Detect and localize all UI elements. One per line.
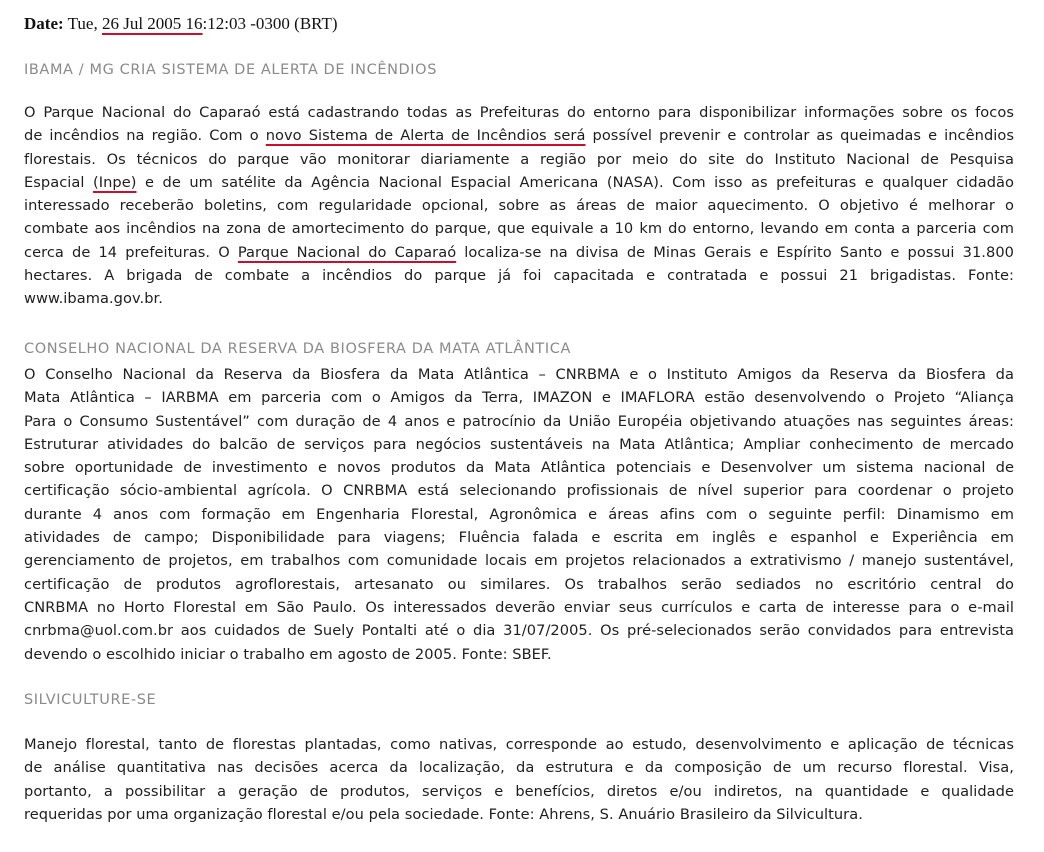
underlined-phrase: Parque Nacional do Caparaó [237, 243, 457, 261]
section1-line: cerca de 14 prefeituras. O Parque Nacional do Caparaó localiza-se na divisa de Minas Gerais e Espírito Santo e possui 31.800 [24, 243, 1014, 261]
section2-line: sobre oportunidade de investimento e novos produtos da Mata Atlântica potenciais e Desenvolver um sistema nacional de [24, 459, 1014, 477]
underlined-phrase: (Inpe) [93, 173, 137, 191]
section3-line: de análise quantitativa nas decisões acerca da localização, da estrutura e da composição de um recurso florestal. Visa, [24, 759, 1014, 777]
email-date-header [24, 14, 338, 34]
section2-body [24, 363, 1014, 666]
section1-line: interessado receberão boletins, com regularidade opcional, sobre as áreas de maior aquecimento. O objetivo é melhorar o [24, 197, 1014, 215]
section3-heading: SILVICULTURE-SE [24, 692, 157, 708]
section1-line: de incêndios na região. Com o novo Sistema de Alerta de Incêndios será possível prevenir e controlar as queimadas e incêndios [24, 127, 1014, 145]
section3-line: Manejo florestal, tanto de florestas plantadas, como nativas, corresponde ao estudo, desenvolvimento e aplicação de técnicas [24, 736, 1014, 753]
section2-line: devendo o escolhido iniciar o trabalho em agosto de 2005. Fonte: SBEF. [24, 645, 552, 663]
section2-line: durante 4 anos com formação em Engenharia Florestal, Agronômica e áreas afins com o seguinte perfil: Dinamismo em [24, 505, 1014, 523]
section1-body [24, 101, 1014, 311]
date-underlined: 26 Jul 2005 16 [101, 14, 203, 33]
section1-line: combate aos incêndios na zona de amortecimento do parque, que equivale a 10 km do entorno, levando em conta a parceria com [24, 220, 1014, 238]
date-label: Date: [24, 14, 64, 33]
section1-line: Espacial (Inpe) e de um satélite da Agência Nacional Espacial Americana (NASA). Com isso as prefeituras e qualquer cidadão [24, 173, 1015, 191]
section3-body [24, 733, 1014, 826]
section1-line: www.ibama.gov.br. [24, 290, 163, 308]
section2-line: Estruturar atividades do balcão de serviços para negócios sustentáveis na Mata Atlântica; Ampliar conhecimento de mercado [24, 435, 1014, 453]
section1-line: florestais. Os técnicos do parque vão monitorar diariamente a região por meio do site do Instituto Nacional de Pesquisa [24, 150, 1014, 168]
section2-line: cnrbma@uol.com.br aos cuidados de Suely Pontalti até o dia 31/07/2005. Os pré-selecionados serão convidados para entrevista [24, 622, 1014, 640]
section2-heading: CONSELHO NACIONAL DA RESERVA DA BIOSFERA DA MATA ATLÂNTICA [24, 341, 571, 357]
section1-line: hectares. A brigada de combate a incêndios do parque já foi capacitada e contratada e possui 21 brigadistas. Fonte: [24, 267, 1014, 285]
section2-line: Mata Atlântica – IARBMA em parceria com o Amigos da Terra, IMAZON e IMAFLORA estão desenvolvendo o Projeto “Aliança [24, 389, 1014, 407]
section2-line: certificação sócio-ambiental agrícola. O CNRBMA está selecionando profissionais de nível superior para coordenar o projeto [24, 482, 1014, 500]
section2-line: gerenciamento de projetos, em trabalhos com comunidade locais em projetos relacionados a extrativismo / manejo sustentável, [24, 552, 1014, 570]
section1-heading: IBAMA / MG CRIA SISTEMA DE ALERTA DE INCÊNDIOS [24, 62, 438, 78]
section2-line: CNRBMA no Horto Florestal em São Paulo. Os interessados deverão enviar seus currículos e carta de interesse para o e-mail [24, 598, 1014, 616]
section2-line: atividades de campo; Disponibilidade para viagens; Fluência falada e escrita em inglês e espanhol e Experiência em [24, 529, 1014, 547]
underlined-phrase: novo Sistema de Alerta de Incêndios será [265, 127, 586, 145]
section2-line: Para o Consumo Sustentável” com duração de 4 anos e patrocínio da União Européia objetivando atuações nas seguintes áreas: [24, 412, 1014, 430]
section3-line: portanto, a possibilitar a geração de produtos, serviços e benefícios, diretos e/ou indiretos, na quantidade e qualidade [24, 782, 1014, 800]
date-weekday: Tue, [67, 14, 98, 33]
section3-line: requeridas por uma organização florestal e/ou pela sociedade. Fonte: Ahrens, S. Anuário Brasileiro da Silvicultura. [24, 805, 863, 823]
section2-line: O Conselho Nacional da Reserva da Biosfera da Mata Atlântica – CNRBMA e o Instituto Amigos da Reserva da Biosfera da [24, 366, 1014, 383]
section2-line: certificação de produtos agroflorestais, artesanato ou similares. Os trabalhos serão sediados no escritório central do [24, 575, 1014, 593]
date-rest: :12:03 -0300 (BRT) [202, 14, 338, 33]
section1-line: O Parque Nacional do Caparaó está cadastrando todas as Prefeituras do entorno para disponibilizar informações sobre os focos [24, 104, 1014, 121]
